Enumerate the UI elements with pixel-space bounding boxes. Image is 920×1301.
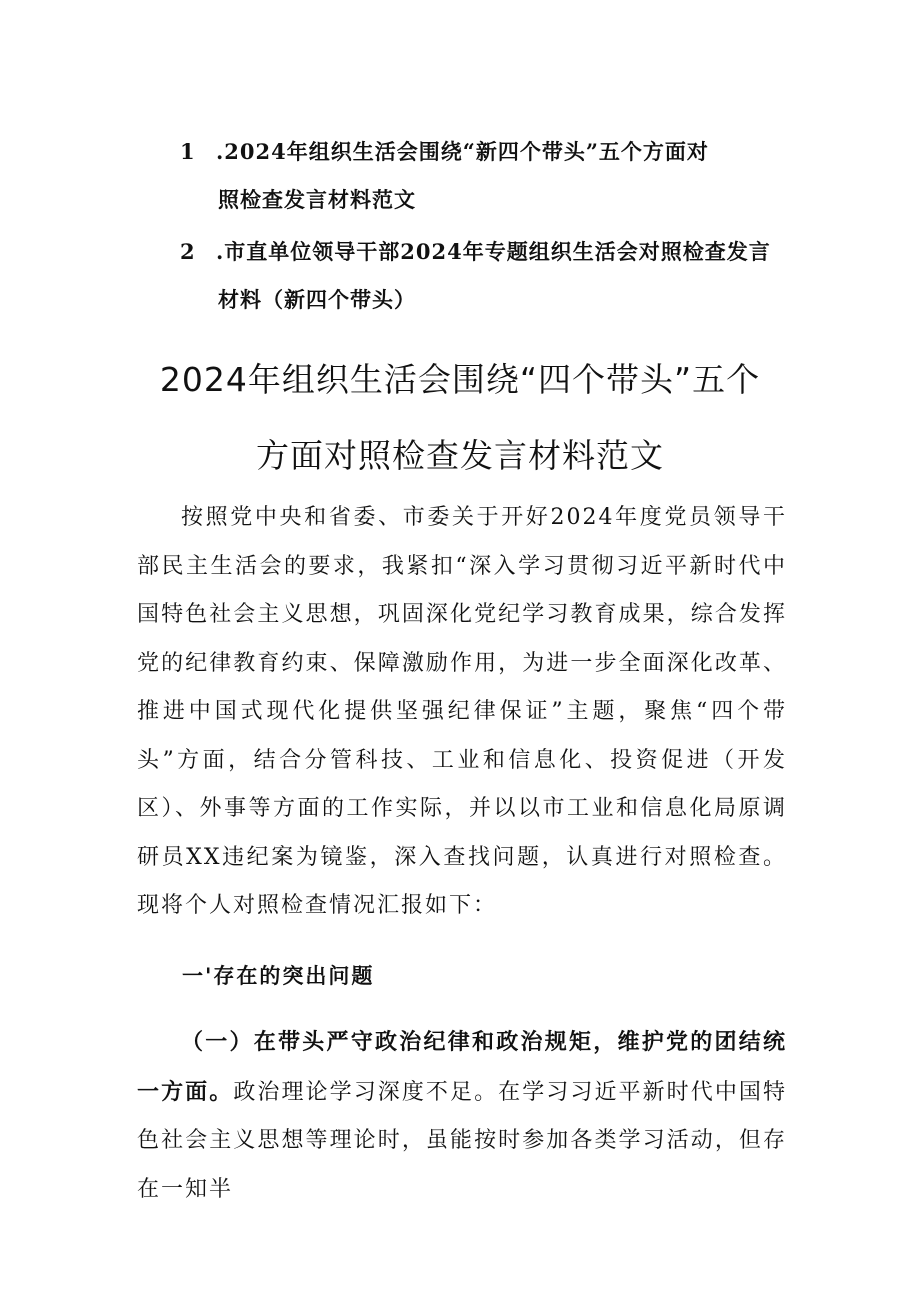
document-title-line1: 2024年组织生活会围绕“四个带头”五个 — [159, 360, 761, 399]
toc-item-1 — [180, 128, 800, 224]
toc-item-text-line1: .2024年组织生活会围绕“新四个带头”五个方面对 — [216, 139, 709, 164]
document-title-line2: 方面对照检查发言材料范文 — [256, 436, 664, 475]
toc-item-text-line2: 材料（新四个带头） — [218, 287, 416, 312]
document-title — [100, 348, 820, 488]
toc-item-text-line2: 照检查发言材料范文 — [218, 187, 416, 212]
toc-item-2 — [180, 228, 800, 324]
toc-item-text-line1: .市直单位领导干部2024年专题组织生活会对照检查发言 — [216, 239, 771, 264]
intro-paragraph: 按照党中央和省委、市委关于开好2024年度党员领导干部民主生活会的要求，我紧扣“深入学习贯彻习近平新时代中国特色社会主义思想，巩固深化党纪学习教育成果，综合发挥党的纪律教育约束、保障激励作用，为进一步全面深化改革、推进中国式现代化提供坚强纪律保证”主题，聚焦“四个带头”方面，结合分管科技、工业和信息化、投资促进（开发区）、外事等方面的工作实际，并以以市工业和信息化局原调研员XX违纪案为镜鉴，深入查找问题，认真进行对照检查。现将个人对照检查情况汇报如下： — [137, 505, 787, 918]
subsection-title: （一）在带头严守政治纪律和政治规矩，维护党的团结统一方面。 — [137, 1029, 787, 1105]
subsection-body: 政治理论学习深度不足。在学习习近平新时代中国特色社会主义思想等理论时，虽能按时参加各类学习活动，但存在一知半 — [137, 1079, 787, 1202]
section-heading-1: 一'存在的突出问题 — [182, 963, 375, 988]
subsection-paragraph-1 — [137, 1018, 787, 1214]
toc-item-number: 1 — [180, 139, 196, 164]
toc-item-number: 2 — [180, 239, 196, 264]
